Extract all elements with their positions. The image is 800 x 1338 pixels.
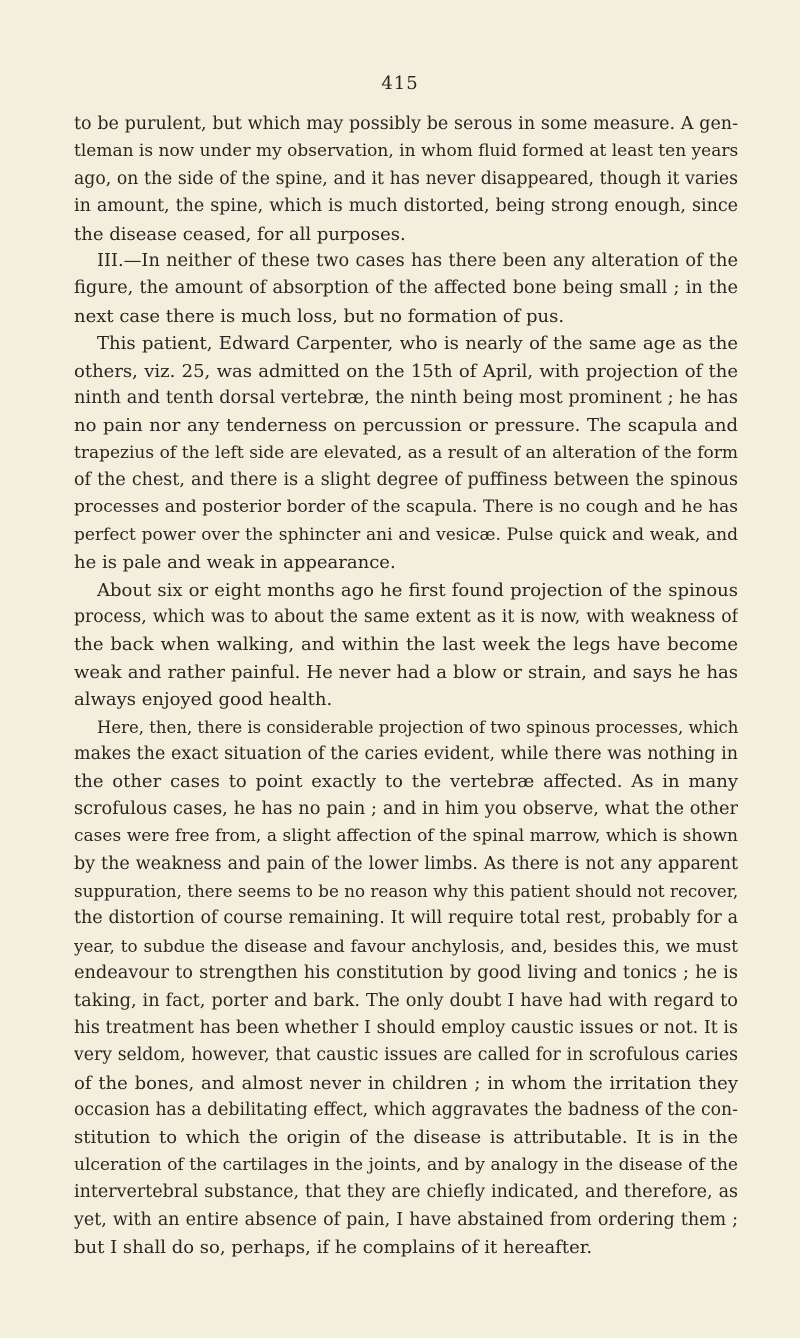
text-line: by the weakness and pain of the lower limbs. As there is not any apparent <box>74 853 738 874</box>
text-line: year, to subdue the disease and favour anchylosis, and, besides this, we must <box>74 935 738 956</box>
text-line: Here, then, there is considerable projection of two spinous processes, which <box>97 717 738 737</box>
text-line: in amount, the spine, which is much distorted, being strong enough, since <box>74 196 738 217</box>
text-line: processes and posterior border of the scapula. There is no cough and he has <box>74 497 738 518</box>
text-line: ulceration of the cartilages in the joints, and by analogy in the disease of the <box>74 1154 738 1175</box>
text-line: endeavour to strengthen his constitution by good living and tonics ; he is <box>74 963 738 984</box>
text-line: next case there is much loss, but no formation of pus. <box>74 305 565 327</box>
text-line: trapezius of the left side are elevated, as a result of an alteration of the form <box>74 442 738 463</box>
page-number: 415 <box>381 73 419 94</box>
text-line: ninth and tenth dorsal vertebræ, the ninth being most prominent ; he has <box>74 387 738 408</box>
text-line: very seldom, however, that caustic issues are called for in scrofulous caries <box>74 1045 738 1066</box>
text-line: of the chest, and there is a slight degree of puffiness between the spinous <box>74 470 738 491</box>
text-line: suppuration, there seems to be no reason why this patient should not recover, <box>74 880 738 901</box>
text-line: the disease ceased, for all purposes. <box>74 223 406 245</box>
text-line: figure, the amount of absorption of the affected bone being small ; in the <box>74 278 738 299</box>
text-line: cases were free from, a slight affection of the spinal marrow, which is shown <box>74 826 738 847</box>
text-line: makes the exact situation of the caries evident, while there was nothing in <box>74 743 738 764</box>
text-line: III.—In neither of these two cases has there been any alteration of the <box>97 250 738 271</box>
text-line: About six or eight months ago he first found projection of the spinous <box>97 579 738 601</box>
text-line: always enjoyed good health. <box>74 689 333 711</box>
text-line: of the bones, and almost never in children ; in whom the irritation they <box>74 1072 738 1094</box>
text-line: but I shall do so, perhaps, if he complains of it hereafter. <box>74 1237 593 1259</box>
text-line: occasion has a debilitating effect, which aggravates the badness of the con- <box>74 1100 738 1121</box>
text-line: process, which was to about the same extent as it is now, with weakness of <box>74 607 738 628</box>
text-line: perfect power over the sphincter ani and vesicæ. Pulse quick and weak, and <box>74 524 738 545</box>
text-line: yet, with an entire absence of pain, I have abstained from ordering them ; <box>74 1209 738 1230</box>
text-line: he is pale and weak in appearance. <box>74 552 396 574</box>
text-line: tleman is now under my observation, in whom fluid formed at least ten years <box>74 141 738 162</box>
text-line: intervertebral substance, that they are chiefly indicated, and therefore, as <box>74 1182 738 1203</box>
text-line: This patient, Edward Carpenter, who is nearly of the same age as the <box>97 333 738 355</box>
text-line: the distortion of course remaining. It will require total rest, probably for a <box>74 908 738 929</box>
text-line: no pain nor any tenderness on percussion or pressure. The scapula and <box>74 415 738 437</box>
text-line: to be purulent, but which may possibly be serous in some measure. A gen- <box>74 114 738 134</box>
text-line: others, viz. 25, was admitted on the 15th of April, with projection of the <box>74 360 738 382</box>
text-line: weak and rather painful. He never had a blow or strain, and says he has <box>74 661 738 683</box>
text-line: the other cases to point exactly to the vertebræ affected. As in many <box>74 771 738 793</box>
text-line: taking, in fact, porter and bark. The only doubt I have had with regard to <box>74 990 738 1011</box>
body-text <box>74 111 738 1261</box>
text-line: scrofulous cases, he has no pain ; and in him you observe, what the other <box>74 798 738 819</box>
text-line: his treatment has been whether I should employ caustic issues or not. It is <box>74 1017 738 1038</box>
text-line: ago, on the side of the spine, and it has never disappeared, though it varies <box>74 168 738 189</box>
text-line: stitution to which the origin of the disease is attributable. It is in the <box>74 1127 738 1149</box>
text-line: the back when walking, and within the last week the legs have become <box>74 634 738 656</box>
